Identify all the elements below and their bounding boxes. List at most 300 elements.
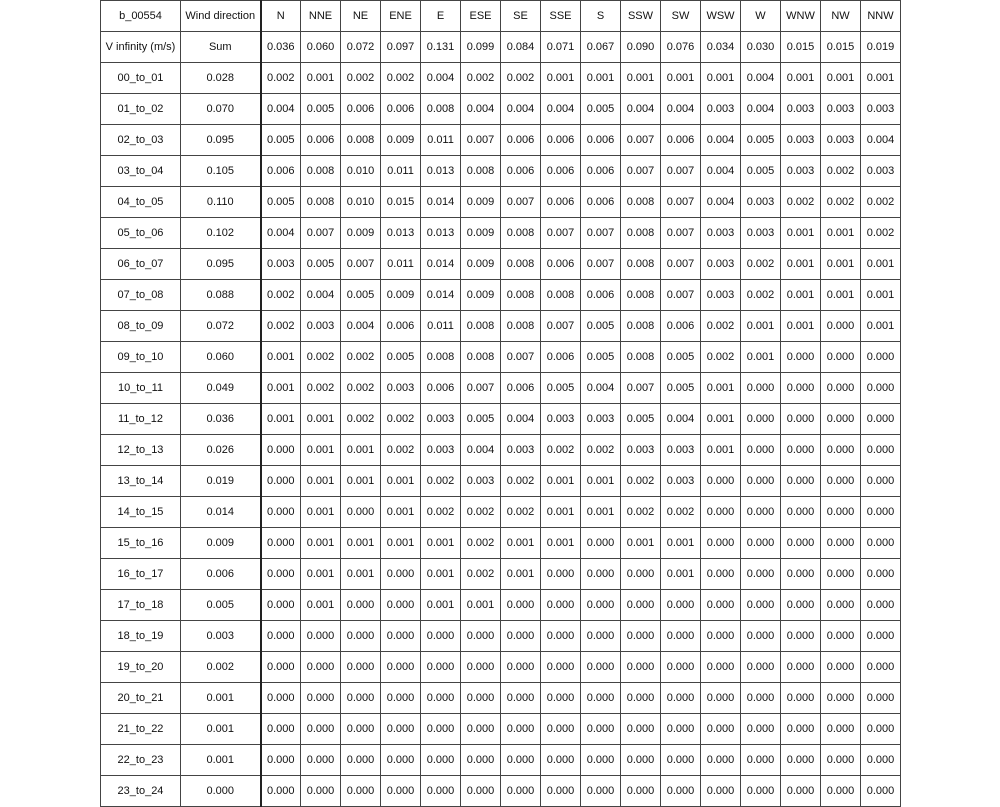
frequency-cell-nne: 0.001	[301, 497, 341, 528]
frequency-cell-ese: 0.008	[461, 342, 501, 373]
frequency-cell-nne: 0.004	[301, 280, 341, 311]
direction-header-nne: NNE	[301, 1, 341, 32]
frequency-cell-wnw: 0.003	[781, 94, 821, 125]
frequency-cell-ese: 0.008	[461, 311, 501, 342]
speed-bin-sum: 0.002	[181, 652, 261, 683]
header-row	[101, 1, 901, 32]
frequency-cell-wsw: 0.003	[701, 280, 741, 311]
frequency-cell-nne: 0.000	[301, 683, 341, 714]
frequency-cell-ese: 0.004	[461, 94, 501, 125]
frequency-cell-n: 0.000	[261, 590, 301, 621]
speed-bin-label: 19_to_20	[101, 652, 181, 683]
frequency-cell-sse: 0.001	[541, 63, 581, 94]
frequency-cell-nw: 0.000	[821, 373, 861, 404]
speed-bin-sum: 0.001	[181, 745, 261, 776]
frequency-cell-n: 0.004	[261, 94, 301, 125]
frequency-cell-ne: 0.000	[341, 497, 381, 528]
frequency-cell-ssw: 0.000	[621, 652, 661, 683]
frequency-cell-e: 0.014	[421, 187, 461, 218]
frequency-cell-wsw: 0.000	[701, 528, 741, 559]
frequency-cell-w: 0.005	[741, 156, 781, 187]
frequency-cell-e: 0.002	[421, 466, 461, 497]
frequency-cell-s: 0.007	[581, 218, 621, 249]
frequency-cell-s: 0.000	[581, 559, 621, 590]
sum-row	[101, 32, 901, 63]
frequency-cell-nne: 0.008	[301, 187, 341, 218]
frequency-cell-sw: 0.000	[661, 683, 701, 714]
frequency-cell-ese: 0.000	[461, 776, 501, 807]
table-row	[101, 125, 901, 156]
frequency-cell-wnw: 0.001	[781, 280, 821, 311]
frequency-cell-nnw: 0.000	[861, 466, 901, 497]
speed-bin-sum: 0.028	[181, 63, 261, 94]
frequency-cell-ese: 0.000	[461, 652, 501, 683]
frequency-cell-w: 0.000	[741, 776, 781, 807]
direction-header-w: W	[741, 1, 781, 32]
frequency-cell-ene: 0.001	[381, 466, 421, 497]
frequency-cell-nne: 0.003	[301, 311, 341, 342]
frequency-cell-nnw: 0.000	[861, 528, 901, 559]
frequency-cell-wnw: 0.000	[781, 590, 821, 621]
frequency-cell-nne: 0.008	[301, 156, 341, 187]
frequency-cell-nw: 0.000	[821, 652, 861, 683]
frequency-cell-ene: 0.000	[381, 714, 421, 745]
table-row	[101, 187, 901, 218]
frequency-cell-s: 0.001	[581, 466, 621, 497]
frequency-cell-wnw: 0.000	[781, 404, 821, 435]
frequency-cell-ne: 0.000	[341, 776, 381, 807]
frequency-cell-n: 0.004	[261, 218, 301, 249]
frequency-cell-w: 0.000	[741, 404, 781, 435]
frequency-cell-n: 0.000	[261, 497, 301, 528]
speed-bin-label: 12_to_13	[101, 435, 181, 466]
frequency-cell-ssw: 0.008	[621, 218, 661, 249]
frequency-cell-se: 0.004	[501, 94, 541, 125]
frequency-cell-se: 0.000	[501, 745, 541, 776]
frequency-cell-e: 0.008	[421, 94, 461, 125]
frequency-cell-nnw: 0.000	[861, 497, 901, 528]
frequency-cell-sw: 0.006	[661, 311, 701, 342]
frequency-cell-se: 0.003	[501, 435, 541, 466]
speed-bin-sum: 0.005	[181, 590, 261, 621]
frequency-cell-ne: 0.000	[341, 745, 381, 776]
table-row	[101, 683, 901, 714]
frequency-cell-se: 0.004	[501, 404, 541, 435]
direction-sum-ssw: 0.090	[621, 32, 661, 63]
frequency-cell-nw: 0.000	[821, 435, 861, 466]
frequency-cell-nnw: 0.000	[861, 621, 901, 652]
frequency-cell-sw: 0.007	[661, 280, 701, 311]
direction-header-ssw: SSW	[621, 1, 661, 32]
frequency-cell-nw: 0.000	[821, 311, 861, 342]
table-row	[101, 776, 901, 807]
frequency-cell-ese: 0.003	[461, 466, 501, 497]
frequency-cell-se: 0.002	[501, 466, 541, 497]
frequency-cell-se: 0.001	[501, 528, 541, 559]
table-row	[101, 218, 901, 249]
frequency-cell-e: 0.003	[421, 404, 461, 435]
frequency-cell-se: 0.000	[501, 621, 541, 652]
frequency-cell-w: 0.002	[741, 249, 781, 280]
speed-bin-sum: 0.072	[181, 311, 261, 342]
frequency-cell-nw: 0.001	[821, 249, 861, 280]
frequency-cell-e: 0.000	[421, 776, 461, 807]
frequency-cell-ssw: 0.008	[621, 249, 661, 280]
speed-bin-sum: 0.095	[181, 249, 261, 280]
frequency-cell-sse: 0.005	[541, 373, 581, 404]
speed-bin-sum: 0.001	[181, 714, 261, 745]
frequency-cell-e: 0.000	[421, 621, 461, 652]
frequency-cell-ssw: 0.008	[621, 187, 661, 218]
frequency-cell-ene: 0.000	[381, 745, 421, 776]
speed-bin-label: 16_to_17	[101, 559, 181, 590]
frequency-cell-wsw: 0.004	[701, 156, 741, 187]
frequency-cell-se: 0.007	[501, 342, 541, 373]
frequency-cell-s: 0.005	[581, 311, 621, 342]
direction-sum-ese: 0.099	[461, 32, 501, 63]
speed-bin-label: 11_to_12	[101, 404, 181, 435]
table-row	[101, 311, 901, 342]
table-row	[101, 342, 901, 373]
frequency-cell-e: 0.001	[421, 528, 461, 559]
speed-bin-label: 10_to_11	[101, 373, 181, 404]
frequency-cell-wnw: 0.000	[781, 528, 821, 559]
frequency-cell-nnw: 0.001	[861, 63, 901, 94]
frequency-cell-s: 0.000	[581, 621, 621, 652]
frequency-cell-sw: 0.003	[661, 466, 701, 497]
frequency-cell-wnw: 0.000	[781, 714, 821, 745]
frequency-cell-ne: 0.000	[341, 621, 381, 652]
table-row	[101, 652, 901, 683]
frequency-cell-se: 0.000	[501, 714, 541, 745]
frequency-cell-wsw: 0.001	[701, 435, 741, 466]
frequency-cell-ese: 0.000	[461, 683, 501, 714]
speed-bin-sum: 0.009	[181, 528, 261, 559]
frequency-cell-e: 0.006	[421, 373, 461, 404]
frequency-cell-n: 0.000	[261, 559, 301, 590]
direction-sum-sse: 0.071	[541, 32, 581, 63]
frequency-cell-nnw: 0.000	[861, 683, 901, 714]
frequency-cell-sw: 0.001	[661, 63, 701, 94]
frequency-cell-nw: 0.000	[821, 776, 861, 807]
frequency-cell-n: 0.000	[261, 466, 301, 497]
frequency-cell-se: 0.000	[501, 590, 541, 621]
frequency-cell-nnw: 0.001	[861, 311, 901, 342]
frequency-cell-s: 0.006	[581, 125, 621, 156]
frequency-cell-ssw: 0.007	[621, 156, 661, 187]
direction-sum-n: 0.036	[261, 32, 301, 63]
frequency-cell-nnw: 0.000	[861, 714, 901, 745]
frequency-cell-s: 0.005	[581, 342, 621, 373]
frequency-cell-wnw: 0.000	[781, 497, 821, 528]
frequency-cell-ne: 0.000	[341, 652, 381, 683]
frequency-cell-nw: 0.001	[821, 63, 861, 94]
frequency-cell-e: 0.000	[421, 652, 461, 683]
frequency-cell-w: 0.004	[741, 94, 781, 125]
frequency-cell-e: 0.013	[421, 218, 461, 249]
frequency-cell-ne: 0.000	[341, 683, 381, 714]
frequency-cell-ne: 0.010	[341, 187, 381, 218]
frequency-cell-ene: 0.002	[381, 404, 421, 435]
frequency-cell-nw: 0.002	[821, 187, 861, 218]
speed-bin-label: 21_to_22	[101, 714, 181, 745]
frequency-cell-sw: 0.005	[661, 342, 701, 373]
frequency-cell-ene: 0.015	[381, 187, 421, 218]
frequency-cell-wnw: 0.000	[781, 683, 821, 714]
frequency-cell-ssw: 0.001	[621, 528, 661, 559]
frequency-cell-w: 0.003	[741, 187, 781, 218]
frequency-cell-ne: 0.008	[341, 125, 381, 156]
frequency-cell-ene: 0.001	[381, 528, 421, 559]
frequency-cell-sw: 0.005	[661, 373, 701, 404]
frequency-cell-nnw: 0.003	[861, 156, 901, 187]
frequency-cell-sse: 0.001	[541, 528, 581, 559]
frequency-cell-wsw: 0.000	[701, 590, 741, 621]
frequency-cell-ene: 0.009	[381, 125, 421, 156]
table-row	[101, 497, 901, 528]
frequency-cell-w: 0.003	[741, 218, 781, 249]
frequency-cell-se: 0.002	[501, 63, 541, 94]
frequency-cell-se: 0.000	[501, 776, 541, 807]
frequency-cell-s: 0.001	[581, 497, 621, 528]
frequency-cell-ene: 0.011	[381, 249, 421, 280]
table-title: b_00554	[101, 1, 181, 32]
frequency-cell-s: 0.000	[581, 776, 621, 807]
frequency-cell-ssw: 0.000	[621, 621, 661, 652]
frequency-cell-nne: 0.005	[301, 94, 341, 125]
frequency-cell-se: 0.001	[501, 559, 541, 590]
frequency-cell-nne: 0.000	[301, 652, 341, 683]
frequency-cell-ene: 0.006	[381, 94, 421, 125]
frequency-cell-n: 0.001	[261, 404, 301, 435]
frequency-cell-wnw: 0.000	[781, 745, 821, 776]
speed-bin-label: 15_to_16	[101, 528, 181, 559]
frequency-cell-ssw: 0.000	[621, 776, 661, 807]
frequency-cell-wsw: 0.001	[701, 373, 741, 404]
frequency-cell-sw: 0.002	[661, 497, 701, 528]
frequency-cell-nne: 0.001	[301, 559, 341, 590]
frequency-cell-w: 0.000	[741, 745, 781, 776]
frequency-cell-n: 0.000	[261, 435, 301, 466]
frequency-cell-w: 0.000	[741, 559, 781, 590]
frequency-cell-sse: 0.004	[541, 94, 581, 125]
frequency-cell-sw: 0.007	[661, 156, 701, 187]
frequency-cell-wnw: 0.003	[781, 125, 821, 156]
frequency-cell-wsw: 0.003	[701, 94, 741, 125]
speed-bin-sum: 0.000	[181, 776, 261, 807]
frequency-cell-wnw: 0.000	[781, 776, 821, 807]
frequency-cell-s: 0.000	[581, 683, 621, 714]
frequency-cell-ese: 0.008	[461, 156, 501, 187]
frequency-cell-ene: 0.000	[381, 652, 421, 683]
frequency-cell-nnw: 0.000	[861, 342, 901, 373]
speed-bin-label: 05_to_06	[101, 218, 181, 249]
frequency-cell-n: 0.000	[261, 776, 301, 807]
direction-header-wsw: WSW	[701, 1, 741, 32]
frequency-cell-ese: 0.007	[461, 125, 501, 156]
frequency-cell-ne: 0.002	[341, 342, 381, 373]
direction-sum-ne: 0.072	[341, 32, 381, 63]
direction-sum-wsw: 0.034	[701, 32, 741, 63]
frequency-cell-ne: 0.010	[341, 156, 381, 187]
direction-header-se: SE	[501, 1, 541, 32]
speed-bin-sum: 0.049	[181, 373, 261, 404]
frequency-cell-nnw: 0.000	[861, 373, 901, 404]
frequency-cell-ene: 0.001	[381, 497, 421, 528]
frequency-cell-wsw: 0.003	[701, 218, 741, 249]
frequency-cell-nnw: 0.000	[861, 652, 901, 683]
frequency-cell-wnw: 0.000	[781, 342, 821, 373]
frequency-cell-nne: 0.002	[301, 342, 341, 373]
frequency-cell-sw: 0.003	[661, 435, 701, 466]
speed-bin-sum: 0.001	[181, 683, 261, 714]
frequency-cell-nne: 0.001	[301, 404, 341, 435]
frequency-cell-ese: 0.002	[461, 63, 501, 94]
frequency-cell-e: 0.014	[421, 249, 461, 280]
frequency-cell-ssw: 0.003	[621, 435, 661, 466]
frequency-cell-ene: 0.003	[381, 373, 421, 404]
direction-sum-nnw: 0.019	[861, 32, 901, 63]
speed-bin-sum: 0.095	[181, 125, 261, 156]
frequency-cell-wsw: 0.002	[701, 342, 741, 373]
frequency-cell-w: 0.000	[741, 435, 781, 466]
frequency-cell-w: 0.004	[741, 63, 781, 94]
frequency-cell-nne: 0.000	[301, 714, 341, 745]
frequency-cell-wnw: 0.003	[781, 156, 821, 187]
frequency-cell-nne: 0.000	[301, 776, 341, 807]
frequency-cell-nne: 0.005	[301, 249, 341, 280]
speed-bin-label: 20_to_21	[101, 683, 181, 714]
table-row	[101, 621, 901, 652]
frequency-cell-nw: 0.001	[821, 218, 861, 249]
frequency-cell-ssw: 0.002	[621, 497, 661, 528]
frequency-cell-ene: 0.000	[381, 683, 421, 714]
frequency-cell-se: 0.002	[501, 497, 541, 528]
frequency-cell-nw: 0.000	[821, 559, 861, 590]
frequency-cell-wsw: 0.000	[701, 621, 741, 652]
speed-bin-sum: 0.003	[181, 621, 261, 652]
frequency-cell-ese: 0.009	[461, 249, 501, 280]
speed-bin-label: 23_to_24	[101, 776, 181, 807]
frequency-cell-ne: 0.000	[341, 590, 381, 621]
frequency-cell-sw: 0.000	[661, 652, 701, 683]
frequency-cell-ese: 0.009	[461, 218, 501, 249]
frequency-cell-ene: 0.000	[381, 559, 421, 590]
frequency-cell-e: 0.004	[421, 63, 461, 94]
frequency-cell-nne: 0.006	[301, 125, 341, 156]
frequency-cell-wsw: 0.000	[701, 683, 741, 714]
speed-bin-label: 03_to_04	[101, 156, 181, 187]
frequency-cell-ssw: 0.005	[621, 404, 661, 435]
frequency-cell-ne: 0.001	[341, 435, 381, 466]
frequency-cell-s: 0.003	[581, 404, 621, 435]
speed-bin-label: 18_to_19	[101, 621, 181, 652]
frequency-cell-nw: 0.002	[821, 156, 861, 187]
frequency-cell-w: 0.000	[741, 528, 781, 559]
frequency-cell-wnw: 0.001	[781, 63, 821, 94]
direction-header-s: S	[581, 1, 621, 32]
frequency-cell-sw: 0.000	[661, 590, 701, 621]
frequency-cell-ene: 0.009	[381, 280, 421, 311]
frequency-cell-e: 0.000	[421, 714, 461, 745]
frequency-cell-n: 0.006	[261, 156, 301, 187]
direction-header-e: E	[421, 1, 461, 32]
direction-header-ne: NE	[341, 1, 381, 32]
frequency-cell-s: 0.001	[581, 63, 621, 94]
frequency-cell-wnw: 0.000	[781, 559, 821, 590]
frequency-cell-w: 0.000	[741, 466, 781, 497]
frequency-cell-nne: 0.000	[301, 621, 341, 652]
frequency-cell-s: 0.000	[581, 714, 621, 745]
frequency-cell-s: 0.000	[581, 590, 621, 621]
frequency-cell-wnw: 0.000	[781, 652, 821, 683]
frequency-cell-ese: 0.000	[461, 745, 501, 776]
frequency-cell-nw: 0.000	[821, 590, 861, 621]
frequency-cell-wnw: 0.000	[781, 621, 821, 652]
frequency-cell-wnw: 0.000	[781, 373, 821, 404]
frequency-cell-sw: 0.004	[661, 94, 701, 125]
frequency-cell-sse: 0.006	[541, 125, 581, 156]
frequency-cell-s: 0.005	[581, 94, 621, 125]
frequency-cell-e: 0.002	[421, 497, 461, 528]
frequency-cell-ssw: 0.008	[621, 280, 661, 311]
frequency-cell-ese: 0.005	[461, 404, 501, 435]
frequency-cell-nne: 0.001	[301, 63, 341, 94]
frequency-cell-sse: 0.007	[541, 311, 581, 342]
frequency-cell-ese: 0.009	[461, 187, 501, 218]
frequency-cell-w: 0.000	[741, 590, 781, 621]
speed-bin-sum: 0.036	[181, 404, 261, 435]
frequency-cell-ssw: 0.008	[621, 311, 661, 342]
frequency-cell-wnw: 0.001	[781, 311, 821, 342]
frequency-cell-nw: 0.000	[821, 497, 861, 528]
frequency-cell-n: 0.001	[261, 342, 301, 373]
speed-bin-label: 07_to_08	[101, 280, 181, 311]
frequency-cell-nnw: 0.000	[861, 435, 901, 466]
frequency-cell-sse: 0.000	[541, 559, 581, 590]
direction-sum-ene: 0.097	[381, 32, 421, 63]
frequency-cell-wnw: 0.000	[781, 435, 821, 466]
frequency-cell-wsw: 0.003	[701, 249, 741, 280]
frequency-cell-n: 0.000	[261, 714, 301, 745]
direction-sum-sw: 0.076	[661, 32, 701, 63]
frequency-cell-nnw: 0.002	[861, 187, 901, 218]
table-row	[101, 559, 901, 590]
frequency-cell-sw: 0.007	[661, 218, 701, 249]
frequency-cell-wsw: 0.004	[701, 187, 741, 218]
frequency-cell-sse: 0.008	[541, 280, 581, 311]
direction-header-sse: SSE	[541, 1, 581, 32]
frequency-cell-ene: 0.000	[381, 621, 421, 652]
frequency-cell-ese: 0.002	[461, 528, 501, 559]
direction-header-nw: NW	[821, 1, 861, 32]
direction-sum-s: 0.067	[581, 32, 621, 63]
frequency-cell-s: 0.006	[581, 280, 621, 311]
frequency-cell-n: 0.002	[261, 280, 301, 311]
frequency-cell-nnw: 0.003	[861, 94, 901, 125]
frequency-cell-w: 0.005	[741, 125, 781, 156]
frequency-cell-n: 0.000	[261, 745, 301, 776]
frequency-cell-n: 0.002	[261, 311, 301, 342]
frequency-cell-ssw: 0.000	[621, 683, 661, 714]
frequency-cell-nne: 0.001	[301, 435, 341, 466]
frequency-cell-e: 0.008	[421, 342, 461, 373]
direction-sum-nw: 0.015	[821, 32, 861, 63]
frequency-cell-ese: 0.000	[461, 714, 501, 745]
wind-direction-header: Wind direction	[181, 1, 261, 32]
frequency-cell-nnw: 0.002	[861, 218, 901, 249]
frequency-cell-nnw: 0.000	[861, 404, 901, 435]
